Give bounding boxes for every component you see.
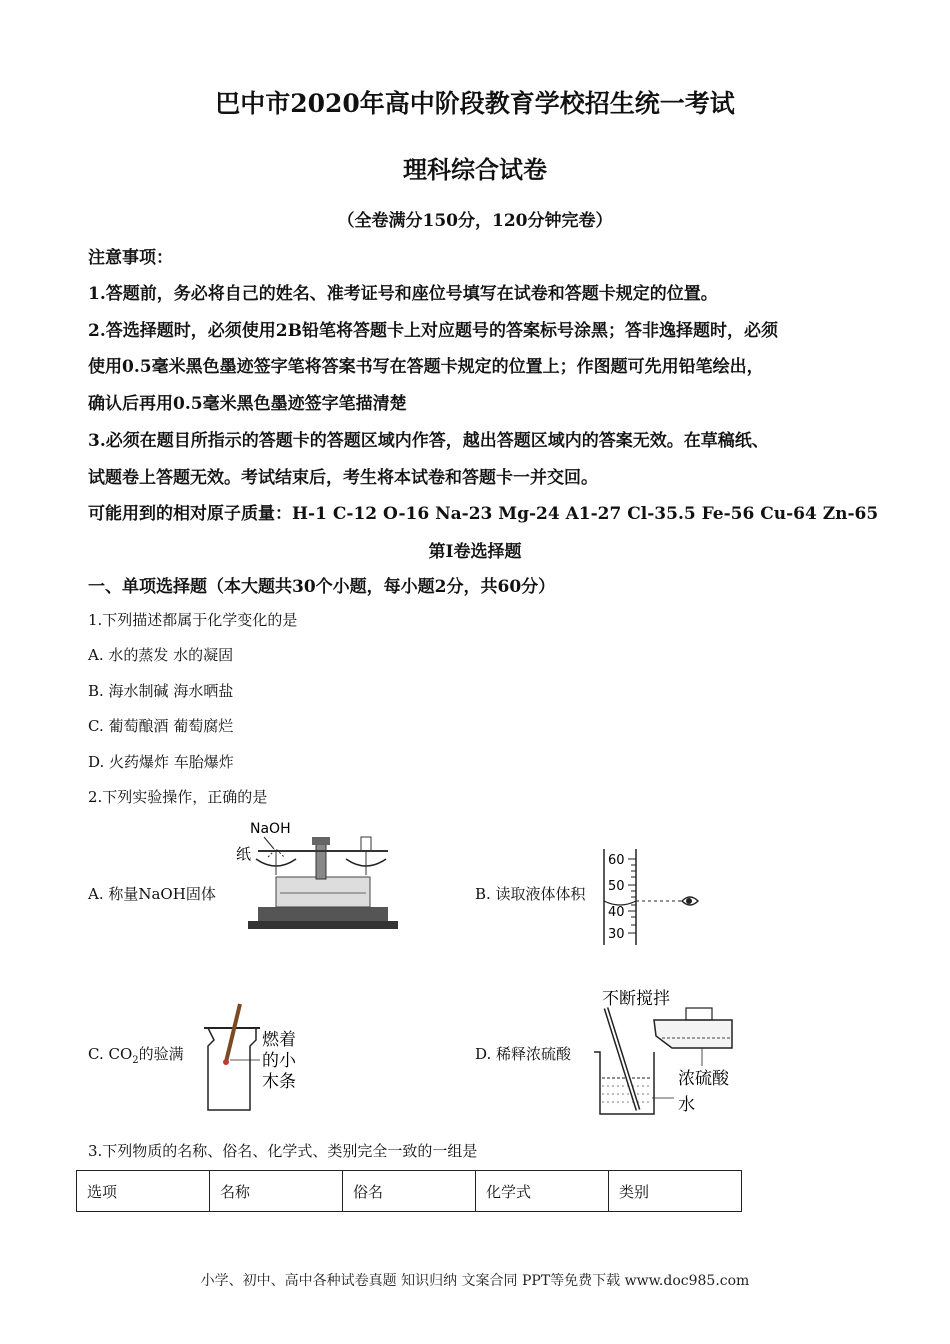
wooden-stick (226, 1004, 240, 1062)
stick-label: 燃着 (262, 1030, 296, 1050)
paper-label: 纸 (236, 845, 252, 863)
score-line: （全卷满分150分，120分钟完卷） (337, 211, 613, 231)
q2-option-d-label: D. 稀释浓硫酸 (475, 1045, 572, 1063)
cylinder-figure (596, 845, 706, 950)
notice-line: 1.答题前，务必将自己的姓名、准考证号和座位号填写在试卷和答题卡规定的位置。 (88, 284, 718, 304)
tick-50: 50 (608, 879, 625, 894)
tick-30: 30 (608, 927, 625, 942)
q1-option-d: D. 火药爆炸 车胎爆炸 (88, 753, 234, 771)
q3-stem: 3.下列物质的名称、俗名、化学式、类别完全一致的一组是 (88, 1142, 478, 1160)
notice-line: 使用0.5毫米黑色墨迹签字笔将答案书写在答题卡规定的位置上；作图题可先用铅笔绘出， (88, 357, 764, 377)
table-header-cell: 化学式 (476, 1171, 609, 1212)
notice-line: 2.答选择题时，必须使用2B铅笔将答题卡上对应题号的答案标号涂黑；答非逸择题时，必须 (88, 321, 778, 341)
stick-label: 的小 (262, 1051, 296, 1071)
q2-stem: 2.下列实验操作，正确的是 (88, 788, 268, 806)
balance-base (258, 907, 388, 921)
acid-label: 浓硫酸 (678, 1069, 729, 1089)
page-footer: 小学、初中、高中各种试卷真题 知识归纳 文案合同 PPT等免费下载 www.doc985.com (200, 1273, 750, 1289)
q2-option-c-label: C. $CO_2$的验满 (88, 1045, 184, 1066)
stick-label: 木条 (262, 1072, 296, 1092)
notice-line: 确认后再用0.5毫米黑色墨迹签字笔描清楚 (88, 394, 407, 414)
part1-heading: 第Ⅰ卷选择题 (428, 542, 522, 562)
dilution-figure (592, 986, 742, 1121)
tick-60: 60 (608, 853, 625, 868)
table-row (77, 1171, 742, 1212)
q1-option-c: C. 葡萄酿酒 葡萄腐烂 (88, 717, 234, 735)
section-heading: 一、单项选择题（本大题共30个小题，每小题2分，共60分） (88, 577, 556, 597)
table-header-cell: 选项 (77, 1171, 210, 1212)
q1-option-b: B. 海水制碱 海水晒盐 (88, 682, 234, 700)
eye-icon (682, 897, 698, 905)
naoh-label: NaOH (250, 821, 291, 837)
table-header-cell: 俗名 (343, 1171, 476, 1212)
exam-subtitle: 理科综合试卷 (403, 155, 547, 184)
notice-line: 试题卷上答题无效。考试结束后，考生将本试卷和答题卡一并交回。 (88, 468, 598, 488)
tick-40: 40 (608, 905, 625, 920)
exam-title: 巴中市2020年高中阶段教育学校招生统一考试 (215, 89, 735, 118)
q2-option-a-label: A. 称量NaOH固体 (88, 885, 216, 903)
notice-heading: 注意事项： (88, 248, 173, 268)
q3-table (76, 1170, 742, 1212)
water-label: 水 (678, 1095, 695, 1115)
table-header-cell: 类别 (609, 1171, 742, 1212)
q1-stem: 1.下列描述都属于化学变化的是 (88, 611, 298, 629)
gas-bottle-figure (200, 1000, 310, 1115)
table-header-cell: 名称 (210, 1171, 343, 1212)
q2-option-b-label: B. 读取液体体积 (475, 885, 586, 903)
balance-figure (228, 815, 408, 935)
stir-label: 不断搅拌 (602, 989, 670, 1009)
acid-bottle (654, 1020, 732, 1048)
atomic-masses: 可能用到的相对原子质量：H-1 C-12 O-16 Na-23 Mg-24 A1-27 Cl-35.5 Fe-56 Cu-64 Zn-65 (88, 504, 879, 524)
q1-option-a: A. 水的蒸发 水的凝固 (88, 646, 234, 664)
notice-line: 3.必须在题目所指示的答题卡的答题区域内作答，越出答题区域内的答案无效。在草稿纸、 (88, 431, 769, 451)
